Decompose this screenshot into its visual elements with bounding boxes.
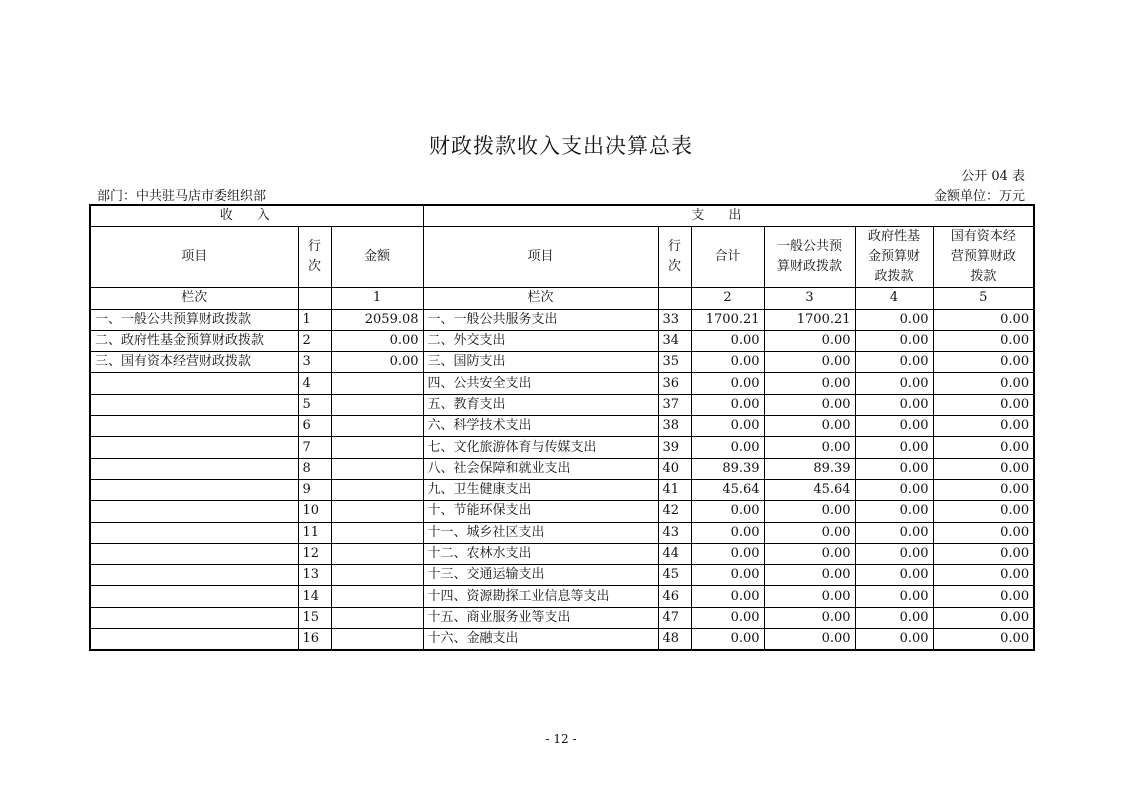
index-expense-item: 栏次 [423,288,658,309]
income-row-number-cell: 12 [298,543,331,564]
page-title: 财政拨款收入支出决算总表 [429,134,693,158]
header-expense-general: 一般公共预算财政拨款 [764,227,855,288]
income-item-cell [90,607,298,628]
income-amount-cell [331,629,423,651]
income-item-cell [90,437,298,458]
income-amount-cell: 0.00 [331,330,423,351]
expense-row-number-cell: 44 [658,543,691,564]
income-amount-cell [331,607,423,628]
expense-total-cell: 0.00 [691,416,764,437]
expense-item-cell: 七、文化旅游体育与传媒支出 [423,437,658,458]
income-item-cell [90,394,298,415]
expense-row-number-cell: 38 [658,416,691,437]
expense-item-cell: 五、教育支出 [423,394,658,415]
header-income-item: 项目 [90,227,298,288]
table-row [90,458,1034,479]
expense-general-cell: 0.00 [764,586,855,607]
page-number: - 12 - [545,732,577,746]
expense-total-cell: 0.00 [691,586,764,607]
expense-state-cell: 0.00 [933,352,1034,373]
section-header-row [90,205,1034,227]
income-amount-cell [331,522,423,543]
table-row [90,586,1034,607]
expense-general-cell: 0.00 [764,565,855,586]
index-col-3: 3 [764,288,855,309]
expense-item-cell: 四、公共安全支出 [423,373,658,394]
expense-general-cell: 0.00 [764,352,855,373]
expense-row-number-cell: 39 [658,437,691,458]
income-item-cell [90,522,298,543]
table-row [90,373,1034,394]
expense-state-cell: 0.00 [933,607,1034,628]
income-item-cell [90,458,298,479]
expense-total-cell: 0.00 [691,607,764,628]
expense-general-cell: 0.00 [764,437,855,458]
income-item-cell [90,479,298,500]
income-item-cell [90,565,298,586]
expense-fund-cell: 0.00 [855,586,933,607]
expense-item-cell: 二、外交支出 [423,330,658,351]
income-amount-cell [331,501,423,522]
expense-state-cell: 0.00 [933,437,1034,458]
table-row [90,629,1034,651]
table-row [90,330,1034,351]
income-row-number-cell: 14 [298,586,331,607]
income-item-cell [90,543,298,564]
index-income-amount: 1 [331,288,423,309]
expense-fund-cell: 0.00 [855,394,933,415]
index-row [90,288,1034,309]
table-row [90,416,1034,437]
income-row-number-cell: 6 [298,416,331,437]
expense-row-number-cell: 43 [658,522,691,543]
expense-state-cell: 0.00 [933,479,1034,500]
expense-state-cell: 0.00 [933,501,1034,522]
income-section-header: 收入 [90,205,423,227]
income-amount-cell [331,394,423,415]
expense-total-cell: 89.39 [691,458,764,479]
form-number: 公开 04 表 [961,169,1025,184]
expense-total-cell: 0.00 [691,373,764,394]
expense-fund-cell: 0.00 [855,458,933,479]
income-amount-cell [331,437,423,458]
expense-general-cell: 0.00 [764,629,855,651]
expense-fund-cell: 0.00 [855,309,933,330]
table-row [90,352,1034,373]
expense-fund-cell: 0.00 [855,373,933,394]
expense-total-cell: 0.00 [691,565,764,586]
table-row [90,522,1034,543]
income-row-number-cell: 10 [298,501,331,522]
expense-general-cell: 1700.21 [764,309,855,330]
income-amount-cell [331,373,423,394]
expense-item-cell: 十二、农林水支出 [423,543,658,564]
expense-general-cell: 0.00 [764,330,855,351]
income-row-number-cell: 7 [298,437,331,458]
expense-state-cell: 0.00 [933,565,1034,586]
index-col-2: 2 [691,288,764,309]
budget-summary-table [89,204,1035,651]
expense-fund-cell: 0.00 [855,543,933,564]
expense-state-cell: 0.00 [933,543,1034,564]
income-amount-cell: 0.00 [331,352,423,373]
income-item-cell [90,629,298,651]
table-row [90,565,1034,586]
expense-fund-cell: 0.00 [855,629,933,651]
income-row-number-cell: 8 [298,458,331,479]
expense-section-header: 支出 [423,205,1034,227]
expense-total-cell: 0.00 [691,543,764,564]
income-amount-cell: 2059.08 [331,309,423,330]
income-item-cell [90,586,298,607]
expense-general-cell: 0.00 [764,607,855,628]
income-item-cell: 三、国有资本经营财政拨款 [90,352,298,373]
income-row-number-cell: 13 [298,565,331,586]
expense-total-cell: 0.00 [691,501,764,522]
expense-row-number-cell: 40 [658,458,691,479]
income-row-number-cell: 9 [298,479,331,500]
expense-item-cell: 十一、城乡社区支出 [423,522,658,543]
header-income-row-no: 行次 [298,227,331,288]
amount-unit-label: 金额单位：万元 [933,189,1025,204]
expense-row-number-cell: 42 [658,501,691,522]
expense-total-cell: 0.00 [691,330,764,351]
expense-general-cell: 0.00 [764,501,855,522]
income-amount-cell [331,543,423,564]
expense-total-cell: 0.00 [691,522,764,543]
income-row-number-cell: 11 [298,522,331,543]
income-row-number-cell: 1 [298,309,331,330]
expense-total-cell: 1700.21 [691,309,764,330]
expense-row-number-cell: 33 [658,309,691,330]
income-row-number-cell: 15 [298,607,331,628]
table-row [90,479,1034,500]
income-amount-cell [331,458,423,479]
expense-row-number-cell: 41 [658,479,691,500]
income-item-cell: 二、政府性基金预算财政拨款 [90,330,298,351]
expense-state-cell: 0.00 [933,309,1034,330]
expense-fund-cell: 0.00 [855,437,933,458]
income-amount-cell [331,586,423,607]
index-col-5: 5 [933,288,1034,309]
header-expense-item: 项目 [423,227,658,288]
table-row [90,501,1034,522]
expense-general-cell: 45.64 [764,479,855,500]
expense-general-cell: 0.00 [764,394,855,415]
expense-state-cell: 0.00 [933,629,1034,651]
expense-general-cell: 89.39 [764,458,855,479]
expense-fund-cell: 0.00 [855,330,933,351]
expense-total-cell: 0.00 [691,629,764,651]
expense-fund-cell: 0.00 [855,565,933,586]
income-item-cell: 一、一般公共预算财政拨款 [90,309,298,330]
index-expense-row [658,288,691,309]
expense-fund-cell: 0.00 [855,416,933,437]
table-row [90,394,1034,415]
expense-fund-cell: 0.00 [855,479,933,500]
header-expense-fund: 政府性基金预算财政拨款 [855,227,933,288]
income-row-number-cell: 3 [298,352,331,373]
expense-item-cell: 十六、金融支出 [423,629,658,651]
expense-item-cell: 六、科学技术支出 [423,416,658,437]
income-row-number-cell: 16 [298,629,331,651]
income-row-number-cell: 2 [298,330,331,351]
table-row [90,309,1034,330]
expense-general-cell: 0.00 [764,416,855,437]
column-header-row [90,227,1034,288]
table-row [90,607,1034,628]
expense-state-cell: 0.00 [933,394,1034,415]
expense-row-number-cell: 37 [658,394,691,415]
expense-general-cell: 0.00 [764,522,855,543]
expense-fund-cell: 0.00 [855,501,933,522]
income-row-number-cell: 5 [298,394,331,415]
expense-item-cell: 三、国防支出 [423,352,658,373]
income-item-cell [90,416,298,437]
expense-row-number-cell: 47 [658,607,691,628]
expense-fund-cell: 0.00 [855,522,933,543]
expense-item-cell: 十五、商业服务业等支出 [423,607,658,628]
expense-item-cell: 十三、交通运输支出 [423,565,658,586]
expense-fund-cell: 0.00 [855,607,933,628]
expense-row-number-cell: 36 [658,373,691,394]
expense-row-number-cell: 34 [658,330,691,351]
expense-item-cell: 十四、资源勘探工业信息等支出 [423,586,658,607]
expense-state-cell: 0.00 [933,586,1034,607]
expense-total-cell: 0.00 [691,352,764,373]
expense-state-cell: 0.00 [933,330,1034,351]
index-income-item: 栏次 [90,288,298,309]
expense-row-number-cell: 45 [658,565,691,586]
expense-row-number-cell: 46 [658,586,691,607]
index-col-4: 4 [855,288,933,309]
header-expense-row-no: 行次 [658,227,691,288]
expense-row-number-cell: 35 [658,352,691,373]
income-item-cell [90,373,298,394]
expense-total-cell: 0.00 [691,437,764,458]
table-row [90,437,1034,458]
expense-total-cell: 45.64 [691,479,764,500]
expense-state-cell: 0.00 [933,458,1034,479]
expense-state-cell: 0.00 [933,373,1034,394]
income-item-cell [90,501,298,522]
expense-row-number-cell: 48 [658,629,691,651]
expense-total-cell: 0.00 [691,394,764,415]
income-row-number-cell: 4 [298,373,331,394]
income-amount-cell [331,565,423,586]
expense-fund-cell: 0.00 [855,352,933,373]
expense-state-cell: 0.00 [933,522,1034,543]
expense-item-cell: 十、节能环保支出 [423,501,658,522]
income-amount-cell [331,416,423,437]
table-row [90,543,1034,564]
income-amount-cell [331,479,423,500]
expense-item-cell: 九、卫生健康支出 [423,479,658,500]
expense-general-cell: 0.00 [764,373,855,394]
index-income-row [298,288,331,309]
department-label: 部门：中共驻马店市委组织部 [97,189,267,204]
header-expense-state: 国有资本经营预算财政拨款 [933,227,1034,288]
header-income-amount: 金额 [331,227,423,288]
expense-general-cell: 0.00 [764,543,855,564]
expense-item-cell: 一、一般公共服务支出 [423,309,658,330]
header-expense-total: 合计 [691,227,764,288]
expense-item-cell: 八、社会保障和就业支出 [423,458,658,479]
expense-state-cell: 0.00 [933,416,1034,437]
